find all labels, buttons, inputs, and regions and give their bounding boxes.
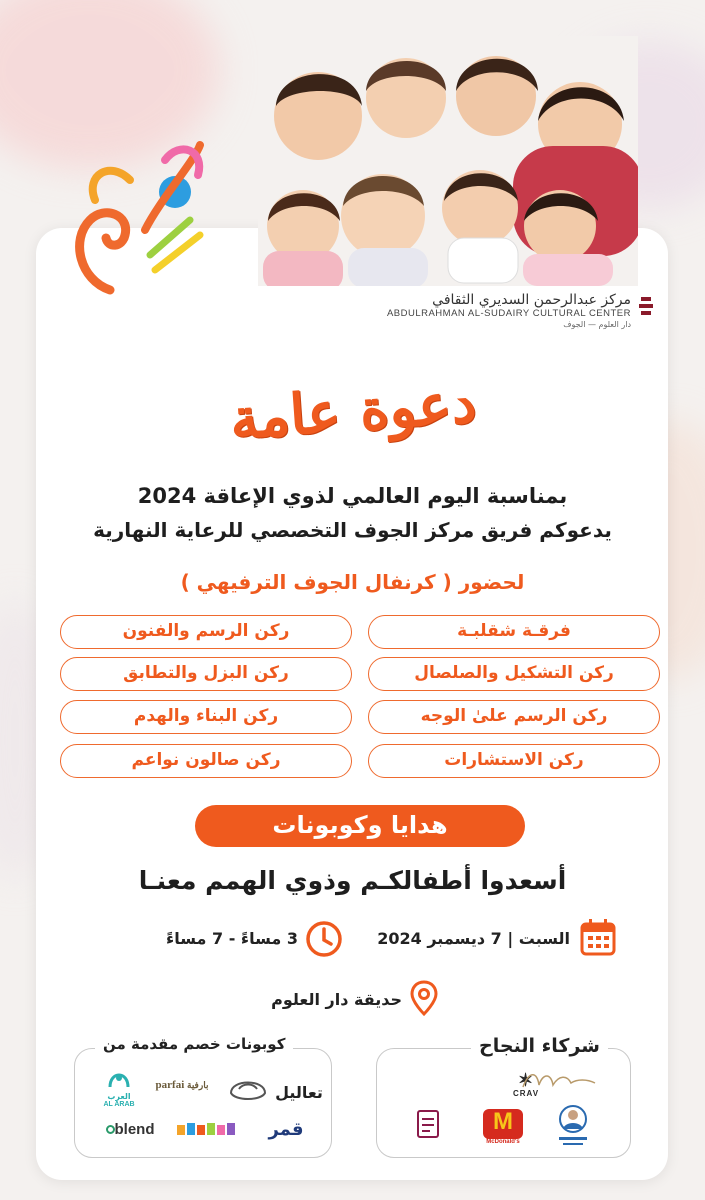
activity-pill: ركن الرسم والفنون xyxy=(60,615,352,649)
intro-line-2: يدعوكم فريق مركز الجوف التخصصي للرعاية النهارية xyxy=(93,518,612,542)
location-pin-icon xyxy=(410,980,438,1016)
coupons-title: كوبونات خصم مقدمة من xyxy=(95,1035,293,1053)
intro-line-1: بمناسبة اليوم العالمي لذوي الإعاقة 2024 xyxy=(137,484,568,508)
calendar-icon xyxy=(580,918,616,956)
sponsor-blend: blend xyxy=(95,1121,165,1138)
script-brand-logo-icon xyxy=(517,1065,601,1095)
gifts-banner: هدايا وكوبونات xyxy=(195,805,525,847)
attend-line: لحضور ( كرنفال الجوف الترفيهي ) xyxy=(180,570,525,594)
event-location: حديقة دار العلوم xyxy=(271,990,402,1009)
activity-pill: ركن صالون نواعم xyxy=(60,744,352,778)
partners-box xyxy=(376,1035,631,1158)
title-art xyxy=(218,338,488,456)
sponsor-al-arab: العرب AL ARAB xyxy=(99,1067,139,1108)
sponsor-qamar: قمر xyxy=(268,1119,304,1140)
sponsor-parfai: parfai بارفية xyxy=(155,1079,209,1091)
tagline: أسعدوا أطفالكـم وذوي الهمم معنـا xyxy=(138,866,567,895)
page-title: دعوة عامة xyxy=(227,369,479,453)
activity-pill: ركن التشكيل والصلصال xyxy=(368,657,660,691)
cafe-logo-icon xyxy=(225,1071,271,1107)
sponsor-taalil: تعاليل xyxy=(275,1083,323,1102)
coupons-box xyxy=(74,1035,332,1158)
carnival-logo xyxy=(70,140,220,300)
sponsor-mcdonalds: M McDonald's xyxy=(479,1109,527,1145)
event-date: السبت | 7 ديسمبر 2024 xyxy=(377,929,570,948)
center-name-ar: مركز عبدالرحمن السديري الثقافي xyxy=(432,292,631,308)
event-time: 3 مساءً - 7 مساءً xyxy=(166,929,298,948)
center-mark-icon xyxy=(639,296,653,316)
cultural-center-logo xyxy=(387,292,631,329)
activity-pill: ركن الاستشارات xyxy=(368,744,660,778)
activity-pill: فرقـة شقلبـة xyxy=(368,615,660,649)
kids-brand-logo-icon xyxy=(175,1119,237,1141)
activity-pill: ركن البناء والهدم xyxy=(60,700,352,734)
sponsor-crav: ✶ CRAV xyxy=(512,1070,540,1098)
children-photo xyxy=(258,36,638,286)
center-name-en: ABDULRAHMAN AL-SUDAIRY CULTURAL CENTER xyxy=(386,308,631,319)
center-branch: دار العلوم — الجوف xyxy=(563,320,631,329)
al-arab-logo-icon xyxy=(106,1067,132,1089)
clock-icon xyxy=(305,920,343,958)
partners-title: شركاء النجاح xyxy=(471,1035,608,1057)
activity-pill: ركن الرسم علىٰ الوجه xyxy=(368,700,660,734)
association-logo-icon xyxy=(553,1101,593,1149)
activity-pill: ركن البزل والتطابق xyxy=(60,657,352,691)
library-logo-icon xyxy=(415,1107,441,1147)
